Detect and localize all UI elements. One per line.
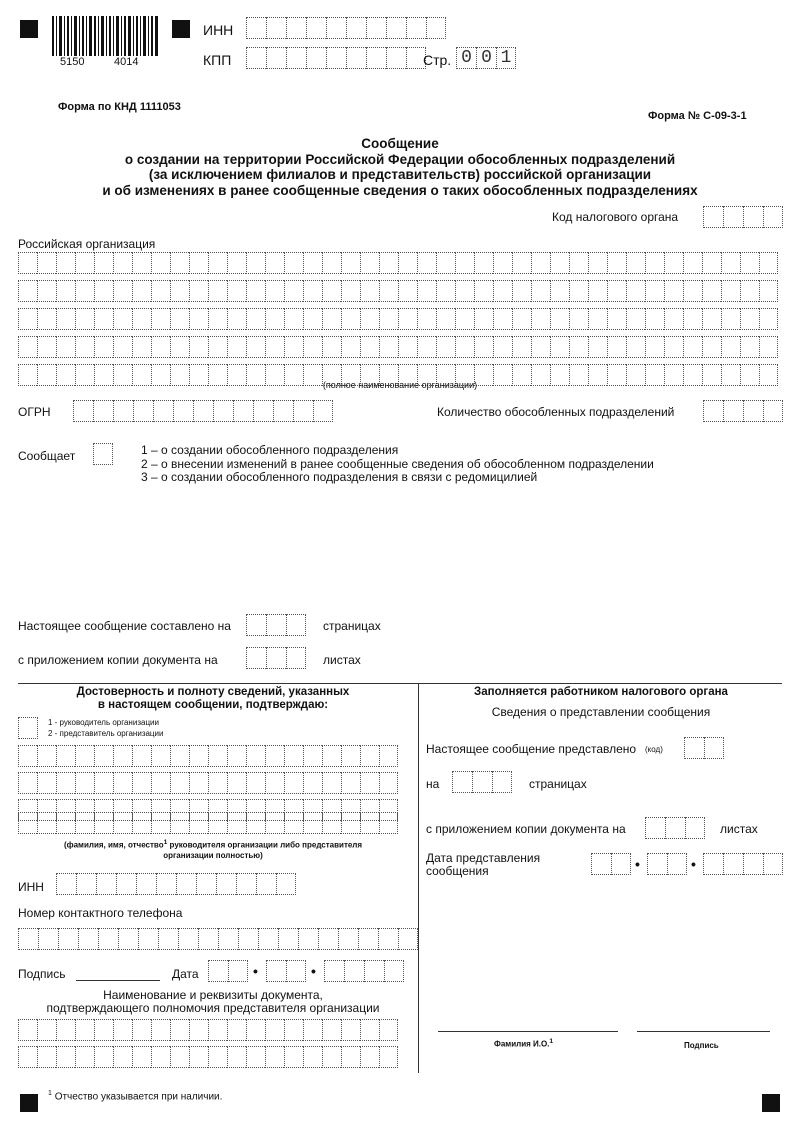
presented-date-day[interactable] <box>591 853 631 875</box>
date-label: Дата <box>172 967 199 981</box>
corner-marker-top-left <box>20 20 38 38</box>
footnote-text: Отчество указывается при наличии. <box>54 1091 223 1103</box>
column-separator <box>418 683 419 1073</box>
cell-row[interactable] <box>18 252 778 274</box>
presented-pages-unit: страницах <box>529 777 587 791</box>
presented-date-label-line-2: сообщения <box>426 864 489 878</box>
sign-line[interactable] <box>76 980 160 981</box>
cell-row[interactable] <box>18 280 778 302</box>
doc-label-line-2: подтверждающего полномочия представителя организации <box>46 1001 380 1015</box>
reports-option-2: 2 – о внесении изменений в ранее сообщенные сведения об обособленном подразделении <box>141 456 654 471</box>
fio-line[interactable] <box>438 1031 618 1032</box>
cell-row[interactable] <box>18 812 398 834</box>
left-panel-title-line-2: в настоящем сообщении, подтверждаю: <box>97 699 329 711</box>
on-label: на <box>426 777 440 791</box>
caption-part-b: руководителя организации либо представителя <box>169 840 363 850</box>
date-separator-dot: • <box>311 963 316 979</box>
page-digit: 0 <box>476 47 496 69</box>
corner-marker-bottom-left <box>20 1094 38 1112</box>
tax-code-label: Код налогового органа <box>552 210 679 224</box>
right-panel-subtitle: Сведения о представлении сообщения <box>491 705 711 719</box>
phone-label: Номер контактного телефона <box>18 906 183 920</box>
org-label: Российская организация <box>18 237 156 251</box>
page-digit: 0 <box>456 47 476 69</box>
employee-sign-label: Подпись <box>684 1041 719 1050</box>
footnote-sup: 1 <box>48 1090 52 1097</box>
pages-unit: страницах <box>323 619 381 633</box>
footnote <box>48 1090 222 1102</box>
reports-label: Сообщает <box>18 449 76 463</box>
count-label: Количество обособленных подразделений <box>437 405 675 419</box>
caption-sup: 1 <box>163 839 168 846</box>
barcode-icon <box>52 16 160 56</box>
signer-inn-cells[interactable] <box>56 873 296 895</box>
signer-name-caption <box>18 838 408 861</box>
document-title <box>40 136 760 198</box>
fio-label-text: Фамилия И.О. <box>494 1039 550 1049</box>
section-separator <box>18 683 782 684</box>
ogrn-label: ОГРН <box>18 405 51 419</box>
title-line-1: Сообщение <box>361 136 439 151</box>
copies-unit: листах <box>323 653 361 667</box>
title-line-3: (за исключением филиалов и представительств) российской организации <box>148 167 652 182</box>
date-month-cells[interactable] <box>266 960 306 982</box>
page-label: Стр. <box>423 52 452 68</box>
title-line-4: и об изменениях в ранее сообщенные сведения о таких обособленных подразделениях <box>102 182 698 198</box>
doc-label-line-1: Наименование и реквизиты документа, <box>103 988 323 1002</box>
title-line-2: о создании на территории Российской Федерации обособленных подразделений <box>124 151 676 167</box>
cell-row[interactable] <box>18 1019 398 1041</box>
pages-label: Настоящее сообщение составлено на <box>18 619 231 633</box>
cell-row[interactable] <box>18 336 778 358</box>
caption-part-a: (фамилия, имя, отчество <box>63 840 164 850</box>
phone-cells[interactable] <box>18 928 418 950</box>
inn-header-cells[interactable] <box>246 17 446 39</box>
org-caption: (полное наименование организации) <box>322 380 478 390</box>
employee-sign-line[interactable] <box>637 1031 770 1032</box>
date-year-cells[interactable] <box>324 960 404 982</box>
count-cells[interactable] <box>703 400 783 422</box>
fio-label-sup: 1 <box>549 1038 554 1045</box>
presented-copies-label: с приложением копии документа на <box>426 822 626 836</box>
date-separator-dot: • <box>691 856 696 872</box>
cell-row[interactable] <box>18 1046 398 1068</box>
barcode-number-left: 5150 <box>60 56 85 68</box>
date-separator-dot: • <box>635 856 640 872</box>
presented-copies-cells[interactable] <box>645 817 705 839</box>
date-separator-dot: • <box>253 963 258 979</box>
inn-header-label: ИНН <box>203 22 234 38</box>
presented-label: Настоящее сообщение представлено <box>426 742 637 756</box>
reports-options <box>141 444 654 485</box>
cell-row[interactable] <box>18 308 778 330</box>
presented-code-cell[interactable] <box>684 737 724 759</box>
signer-option-2: 2 - представитель организации <box>48 729 164 738</box>
presented-date-label-line-1: Дата представления <box>426 851 541 865</box>
presented-copies-unit: листах <box>720 822 758 836</box>
tax-code-cells[interactable] <box>703 206 783 228</box>
page-digit: 1 <box>496 47 516 69</box>
pages-cells[interactable] <box>246 614 306 636</box>
reports-option-1: 1 – о создании обособленного подразделения <box>141 443 399 457</box>
copies-label: с приложением копии документа на <box>18 653 218 667</box>
kpp-header-label: КПП <box>203 52 232 68</box>
right-panel-title: Заполняется работником налогового органа <box>474 686 728 698</box>
reports-option-3: 3 – о создании обособленного подразделения в связи с редомицилией <box>141 470 538 484</box>
sign-label: Подпись <box>18 967 66 981</box>
form-number: Форма № С-09-3-1 <box>648 110 747 122</box>
reports-cell[interactable] <box>93 443 113 465</box>
copies-cells[interactable] <box>246 647 306 669</box>
signer-inn-label: ИНН <box>18 880 44 894</box>
presented-date-year[interactable] <box>703 853 783 875</box>
code-label: (код) <box>645 745 663 754</box>
kpp-header-cells[interactable] <box>246 47 426 69</box>
cell-row[interactable] <box>18 745 398 767</box>
presented-date-month[interactable] <box>647 853 687 875</box>
left-panel-title <box>18 686 408 712</box>
doc-label <box>18 989 408 1015</box>
presented-pages-cells[interactable] <box>452 771 512 793</box>
corner-marker-bottom-right <box>762 1094 780 1112</box>
fio-label <box>494 1038 553 1049</box>
page-number-cells <box>456 47 516 69</box>
corner-marker-top-mid <box>172 20 190 38</box>
signer-option-1: 1 - руководитель организации <box>48 718 159 727</box>
left-panel-title-line-1: Достоверность и полноту сведений, указанных <box>76 686 350 698</box>
form-knd: Форма по КНД 1111053 <box>58 101 181 113</box>
caption-part-c: организации полностью) <box>163 850 263 860</box>
presented-date-label <box>426 852 540 878</box>
date-day-cells[interactable] <box>208 960 248 982</box>
barcode-number-right: 4014 <box>114 56 139 68</box>
cell-row[interactable] <box>18 772 398 794</box>
signer-type-cell[interactable] <box>18 717 38 739</box>
ogrn-cells[interactable] <box>73 400 333 422</box>
